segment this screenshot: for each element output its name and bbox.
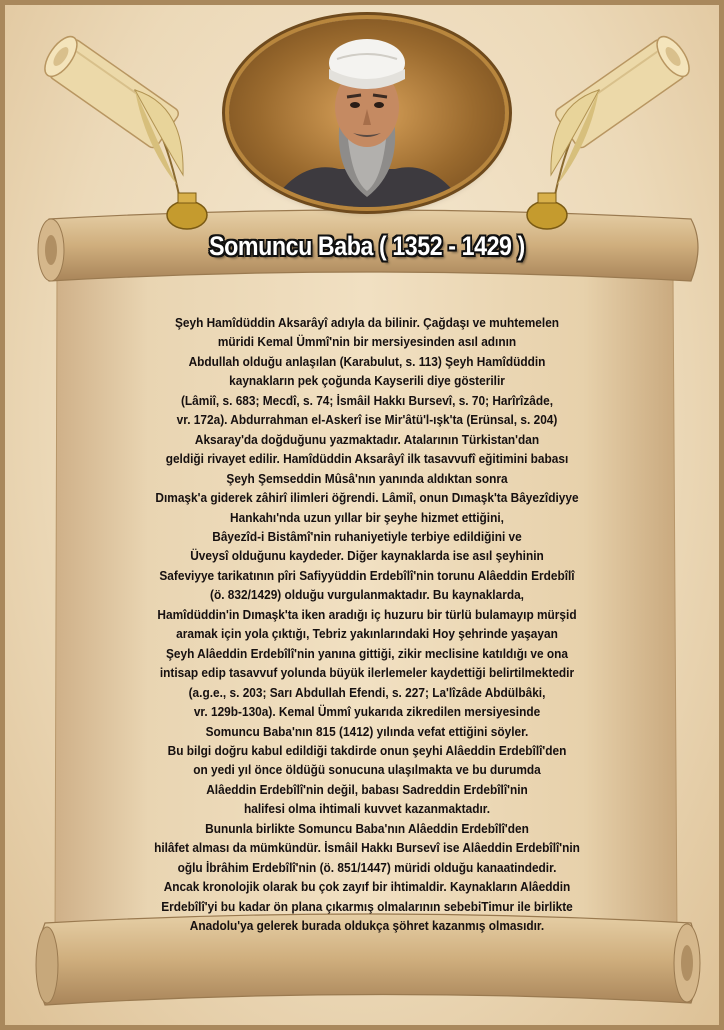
text-line: on yedi yıl önce öldüğü sonucuna ulaşılmakta ve bu durumda bbox=[193, 762, 541, 778]
text-line: Erdebîlî'yi bu kadar ön plana çıkarmış olmalarının sebebiTimur ile birlikte bbox=[161, 898, 573, 914]
text-line: Şeyh Alâeddin Erdebîlî'nin yanına gittiği, zikir meclisine katıldığı ve ona bbox=[165, 645, 569, 661]
biography-text bbox=[128, 313, 607, 936]
text-line: aramak için yola çıktığı, Tebriz yakınlarındaki Hoy şehrinde yaşayan bbox=[176, 626, 558, 642]
text-line: Hamîdüddin'in Dımaşk'ta iken aradığı iç huzuru bir türlü bulamayıp mürşid bbox=[157, 606, 577, 622]
text-line: vr. 172a). Abdurrahman el-Askerî ise Mir'âtü'l-ışk'ta (Erünsal, s. 204) bbox=[176, 412, 558, 428]
text-line: kaynakların pek çoğunda Kayserili diye gösterilir bbox=[229, 373, 505, 389]
rolled-scroll-with-quill-and-inkwell-icon bbox=[15, 25, 215, 235]
text-line: geldiği rivayet edilir. Hamîdüddin Aksarâyî ilk tasavvufî eğitimini babası bbox=[165, 451, 569, 467]
page-title: Somuncu Baba ( 1352 - 1429 ) bbox=[209, 231, 525, 261]
text-line: Anadolu'ya gelerek burada oldukça şöhret kazanmış olmasıdır. bbox=[189, 918, 545, 934]
text-line: (ö. 832/1429) olduğu vurgulanmaktadır. Bu kaynaklarda, bbox=[210, 587, 524, 603]
text-line: Ancak kronolojik olarak bu çok zayıf bir ihtimaldir. Kaynakların Alâeddin bbox=[163, 879, 571, 895]
portrait-medallion bbox=[229, 19, 505, 207]
text-line: Safeviyye tarikatının pîri Safiyyüddin Erdebîlî'nin torunu Alâeddin Erdebîlî bbox=[159, 567, 575, 583]
portrait-of-man-with-white-turban-and-grey-beard bbox=[229, 19, 505, 207]
text-line: Somuncu Baba'nın 815 (1412) yılında vefat ettiğini söyler. bbox=[205, 723, 529, 739]
text-line: Bununla birlikte Somuncu Baba'nın Alâeddin Erdebîlî'den bbox=[205, 820, 529, 836]
text-line: halifesi olma ihtimali kuvvet kazanmaktadır. bbox=[243, 801, 491, 817]
text-line: Bâyezîd-i Bistâmî'nin ruhaniyetiyle terbiye edildiğini ve bbox=[212, 528, 522, 544]
text-line: Abdullah olduğu anlaşılan (Karabulut, s. 113) Şeyh Hamîdüddin bbox=[188, 353, 546, 369]
text-line: Şeyh Hamîdüddin Aksarâyî adıyla da bilinir. Çağdaşı ve muhtemelen bbox=[174, 315, 560, 330]
text-line: Alâeddin Erdebîlî'nin değil, babası Sadreddin Erdebîlî'nin bbox=[206, 781, 528, 797]
text-line: Üveysî olduğunu kaydeder. Diğer kaynaklarda ise asıl şeyhinin bbox=[190, 548, 544, 564]
text-line: vr. 129b-130a). Kemal Ümmî yukarıda zikredilen mersiyesinde bbox=[193, 704, 541, 720]
text-line: Dımaşk'a giderek zâhirî ilimleri öğrendi. Lâmiî, onun Dımaşk'ta Bâyezîdiyye bbox=[155, 490, 579, 506]
text-line: Şeyh Şemseddin Mûsâ'nın yanında aldıktan sonra bbox=[226, 470, 508, 486]
text-line: Bu bilgi doğru kabul edildiği takdirde onun şeyhi Alâeddin Erdebîlî'den bbox=[167, 742, 567, 758]
text-line: Aksaray'da doğduğunu yazmaktadır. Atalarının Türkistan'dan bbox=[194, 431, 540, 447]
rolled-scroll-with-quill-and-inkwell-icon bbox=[519, 25, 719, 235]
text-line: (Lâmiî, s. 683; Mecdî, s. 74; İsmâil Hakkı Bursevî, s. 70; Harîrîzâde, bbox=[180, 392, 554, 408]
text-line: (a.g.e., s. 203; Sarı Abdullah Efendi, s. 227; La'lîzâde Abdülbâki, bbox=[188, 684, 546, 700]
text-line: Hankahı'nda uzun yıllar bir şeyhe hizmet ettiğini, bbox=[230, 509, 504, 525]
text-line: müridi Kemal Ümmî'nin bir mersiyesinden asıl adının bbox=[217, 334, 517, 350]
text-line: hilâfet alması da mümkündür. İsmâil Hakkı Bursevî ise Alâeddin Erdebîlî'nin bbox=[154, 840, 580, 856]
text-line: oğlu İbrâhim Erdebîlî'nin (ö. 851/1447) müridi olduğu kanaatindedir. bbox=[177, 859, 557, 875]
text-line: intisap edip tasavvuf yolunda büyük ilerlemeler kaydettiği belirtilmektedir bbox=[159, 665, 575, 681]
